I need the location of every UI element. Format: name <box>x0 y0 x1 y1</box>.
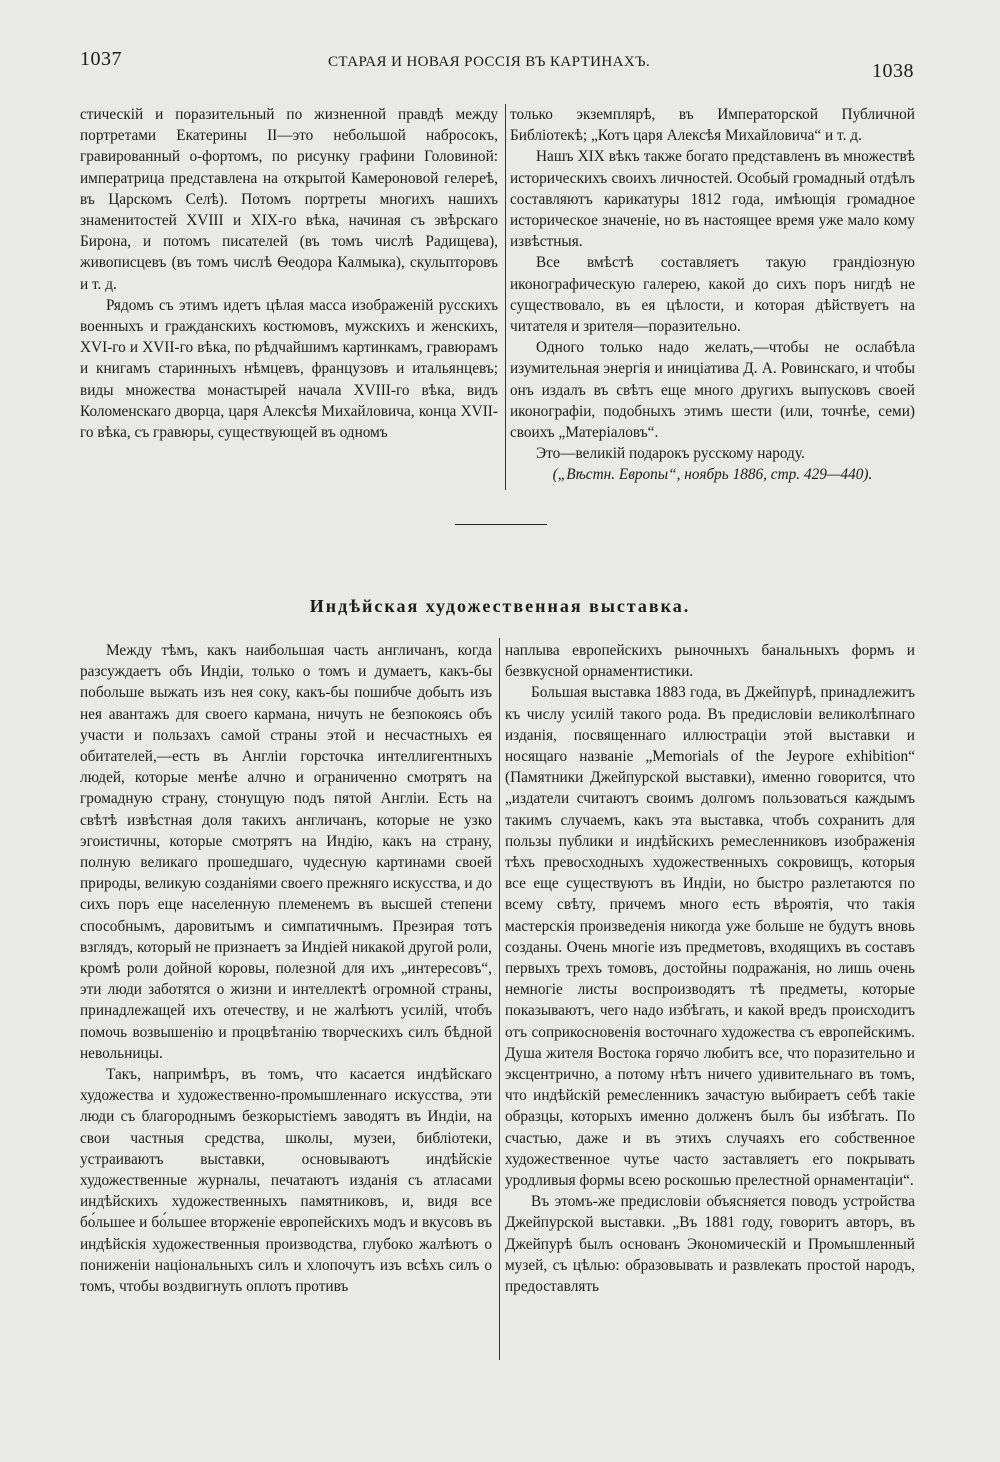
page-number-right: 1038 <box>872 60 914 82</box>
column-divider <box>499 638 500 1360</box>
paragraph: стическій и поразительный по жизненной правдѣ между портретами Екатерины II—это небольшой набросокъ, гравированный о-фортомъ, по рисунку графини Головиной: императрица представлена на открытой Камероновой гелереѣ, въ Царскомъ Селѣ). Потомъ портреты многихъ нашихъ знаменитостей XVIII и XIX-го вѣка, начиная съ звѣрскаго Бирона, и потомъ писателей (въ томъ числѣ Радищева), живописцевъ (въ томъ числѣ Ѳеодора Калмыка), скульпторовъ и т. д. <box>80 106 498 293</box>
paragraph: Между тѣмъ, какъ наибольшая часть англичанъ, когда разсуждаетъ объ Индіи, только о томъ и думаетъ, какъ-бы побольше выжать изъ нея соку, какъ-бы пошибче добыть изъ нея авантажъ для своего кармана, ничуть не безпокоясь объ участи и пользахъ самой страны этой и несчастныхъ ея обитателей,—есть въ Англіи горсточка интеллигентныхъ людей, которые менѣе алчно и ограниченно смотрятъ на громадную страну, стонущую подъ пятой Англіи. Есть на свѣтѣ извѣстная доля такихъ англичанъ, которые не узко эгоистичны, которые смотрятъ на Индію, какъ на страну, полную великаго прошедшаго, чудесную картинами своей природы, великую созданіями своего прежняго искусства, и до сихъ поръ еще населенную племенемъ въ высшей степени способнымъ, даровитымъ и симпатичнымъ. Презирая тотъ взглядъ, который не признаетъ за Индіей никакой другой роли, кромѣ роли дойной коровы, полезной для ихъ „интересовъ“, эти люди заботятся о жизни и интеллектѣ огромной страны, принадлежащей ихъ отечеству, и не жалѣютъ усилій, чтобъ помочь возвышенію и процвѣтанію творческихъ силъ бѣдной невольницы. <box>80 642 492 1062</box>
page-number-left: 1037 <box>80 48 122 70</box>
paragraph: только экземплярѣ, въ Императорской Публичной Библіотекѣ; „Котъ царя Алексѣя Михайловича“ и т. д. <box>510 106 915 145</box>
section-title: Индѣйская художественная выставка. <box>309 596 691 616</box>
paragraph: Одного только надо желать,—чтобы не ослабѣла изумительная энергія и иниціатива Д. А. Ровинскаго, и чтобы онъ издалъ въ свѣтъ еще много другихъ выпусковъ своей иконографіи, подобныхъ этимъ шести (или, точнѣе, семи) своихъ „Матеріаловъ“. <box>510 339 915 442</box>
page-header <box>0 40 1000 84</box>
source-citation <box>510 464 915 485</box>
paragraph: Въ этомъ-же предисловіи объясняется поводъ устройства Джейпурской выставки. „Въ 1881 году, говоритъ авторъ, въ Джейпурѣ былъ основанъ Экономическій и Промышленный музей, съ цѣлью: образовывать и развлекать простой народъ, предоставлять <box>505 1193 915 1296</box>
top-right-column <box>510 104 915 486</box>
paragraph: Такъ, напримѣръ, въ томъ, что касается индѣйскаго художества и художественно-промышленнаго искусства, эти люди съ благороднымъ безкорыстіемъ заводятъ въ Индіи, на свои частныя средства, школы, музеи, библіотеки, устраиваютъ выставки, основываютъ индѣйскіе художественные журналы, печатаютъ изданія съ атласами индѣйскихъ художественныхъ памятниковъ, и, видя все бо́льшее и бо́льшее вторженіе европейскихъ модъ и вкусовъ въ индѣйскія художественныя производства, глубоко жалѣютъ о пониженіи національныхъ силъ и хлопочутъ изъ всѣхъ силъ о томъ, чтобы воздвигнуть оплотъ противъ <box>80 1066 492 1296</box>
paragraph: Нашъ XIX вѣкъ также богато представленъ въ множествѣ историческихъ своихъ личностей. Особый громадный отдѣлъ составляютъ карикатуры 1812 года, имѣющія громадное историческое значеніе, но въ настоящее время уже мало кому извѣстныя. <box>510 148 915 251</box>
paragraph: Все вмѣстѣ составляетъ такую грандіозную иконографическую галерею, какой до сихъ поръ нигдѣ не существовало, въ ея цѣлости, и которая дѣйствуетъ на читателя и зрителя—поразительно. <box>510 254 915 336</box>
paragraph: Большая выставка 1883 года, въ Джейпурѣ, принадлежитъ къ числу усилій такого рода. Въ предисловіи великолѣпнаго изданія, посвященнаго иллюстраціи этой выставки и носящаго названіе „Memorials of the Jeypore exhibition“ (Памятники Джейпурской выставки), именно говорится, что „издатели считаютъ своимъ долгомъ пользоваться каждымъ такимъ случаемъ, какъ эта выставка, чтобъ сохранить для пользы публики и индѣйскихъ ремесленниковъ изображенія тѣхъ превосходныхъ художественныхъ сокровищъ, которыя все еще существуютъ въ Индіи, но быстро разлетаются по всему свѣту, причемъ много есть вѣроятія, что такія мастерскія произведенія никогда уже больше не будутъ вновь созданы. Очень многіе изъ предметовъ, входящихъ въ составъ первыхъ трехъ томовъ, достойны подражанія, но лишь очень немногіе листы воспроизводятъ тѣ предметы, которые показываютъ, чего надо избѣгать, и какой вредъ происходитъ отъ соприкосновенія восточнаго художества съ европейскимъ. Душа жителя Востока горячо любитъ все, что поразительно и эксцентрично, а потому нѣтъ ничего удивительнаго въ томъ, что индѣйскій ремесленникъ зачастую выбираетъ себѣ такіе образцы, которыхъ именно долженъ былъ бы избѣгать. По счастью, даже и въ этихъ случаяхъ его собственное художественное чутье часто заставляетъ его покрывать уродливыя формы всею роскошью прелестной орнаментаціи“. <box>505 684 915 1190</box>
running-title: СТАРАЯ И НОВАЯ РОССІЯ ВЪ КАРТИНАХЪ. <box>328 54 651 70</box>
column-divider <box>505 104 506 490</box>
section-separator <box>455 524 547 525</box>
paragraph: Это—великій подарокъ русскому народу. <box>536 445 805 463</box>
top-left-column <box>80 104 498 443</box>
bottom-right-column <box>505 640 915 1297</box>
source-citation-text: („Вѣстн. Европы“, ноябрь 1886, стр. 429—440). <box>552 466 873 484</box>
bottom-left-column <box>80 640 492 1297</box>
paragraph: наплыва европейскихъ рыночныхъ банальныхъ формъ и безвкусной орнаментистики. <box>505 642 915 681</box>
paragraph: Рядомъ съ этимъ идетъ цѣлая масса изображеній русскихъ военныхъ и гражданскихъ костюмовъ, мужскихъ и женскихъ, XVI-го и XVII-го вѣка, по рѣдчайшимъ картинкамъ, гравюрамъ и книгамъ старинныхъ нѣмцевъ, французовъ и итальянцевъ; виды множества монастырей начала XVIII-го вѣка, видъ Коломенскаго дворца, царя Алексѣя Михайловича, конца XVII-го вѣка, съ гравюры, существующей въ одномъ <box>80 296 498 442</box>
